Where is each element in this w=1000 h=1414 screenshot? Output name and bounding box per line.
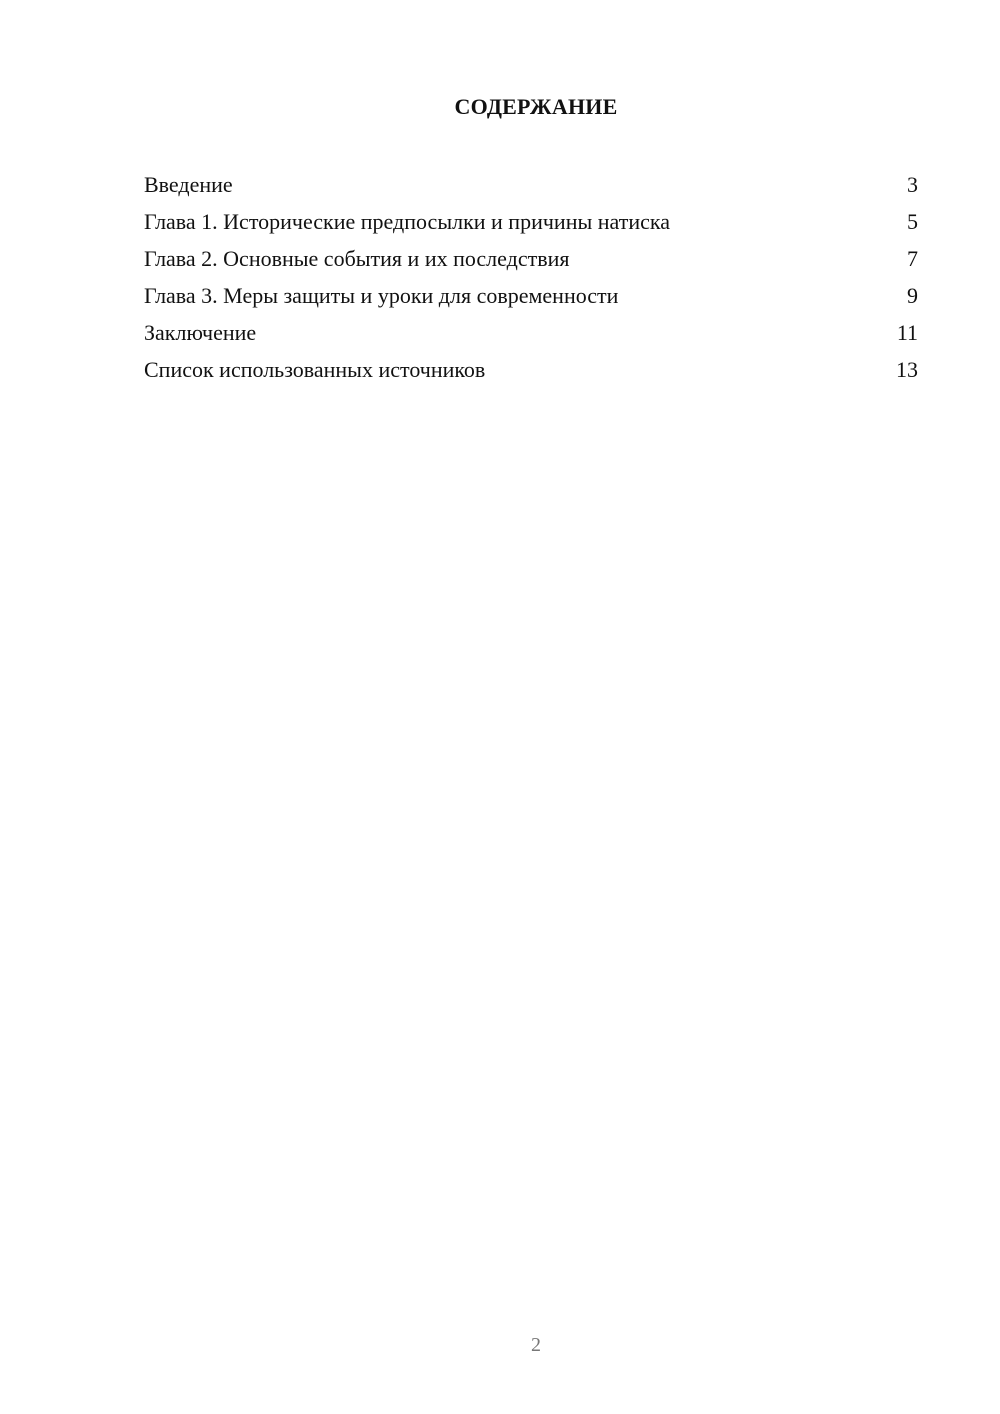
- toc-title: СОДЕРЖАНИЕ: [454, 94, 618, 119]
- toc-entry-page: 13: [896, 357, 918, 382]
- toc-entry-label: Список использованных источников: [144, 357, 486, 382]
- page-number: 2: [531, 1334, 541, 1356]
- toc-entry-references: [144, 355, 918, 392]
- toc-entry-conclusion: [144, 318, 918, 355]
- toc-entry-label: Глава 1. Исторические предпосылки и причины натиска: [144, 209, 670, 234]
- table-of-contents: [144, 170, 918, 392]
- toc-entry-label: Глава 3. Меры защиты и уроки для современности: [144, 283, 619, 308]
- toc-entry-label: Глава 2. Основные события и их последствия: [144, 246, 570, 271]
- toc-entry-introduction: [144, 170, 918, 207]
- toc-entry-chapter-3: [144, 281, 918, 318]
- toc-entry-page: 3: [907, 172, 918, 197]
- toc-entry-chapter-2: [144, 244, 918, 281]
- toc-entry-label: Заключение: [144, 320, 257, 345]
- toc-entry-label: Введение: [144, 172, 233, 197]
- toc-entry-page: 5: [907, 209, 918, 234]
- toc-entry-page: 7: [907, 246, 918, 271]
- toc-entry-page: 11: [896, 320, 918, 345]
- toc-entry-page: 9: [907, 283, 918, 308]
- toc-entry-chapter-1: [144, 207, 918, 244]
